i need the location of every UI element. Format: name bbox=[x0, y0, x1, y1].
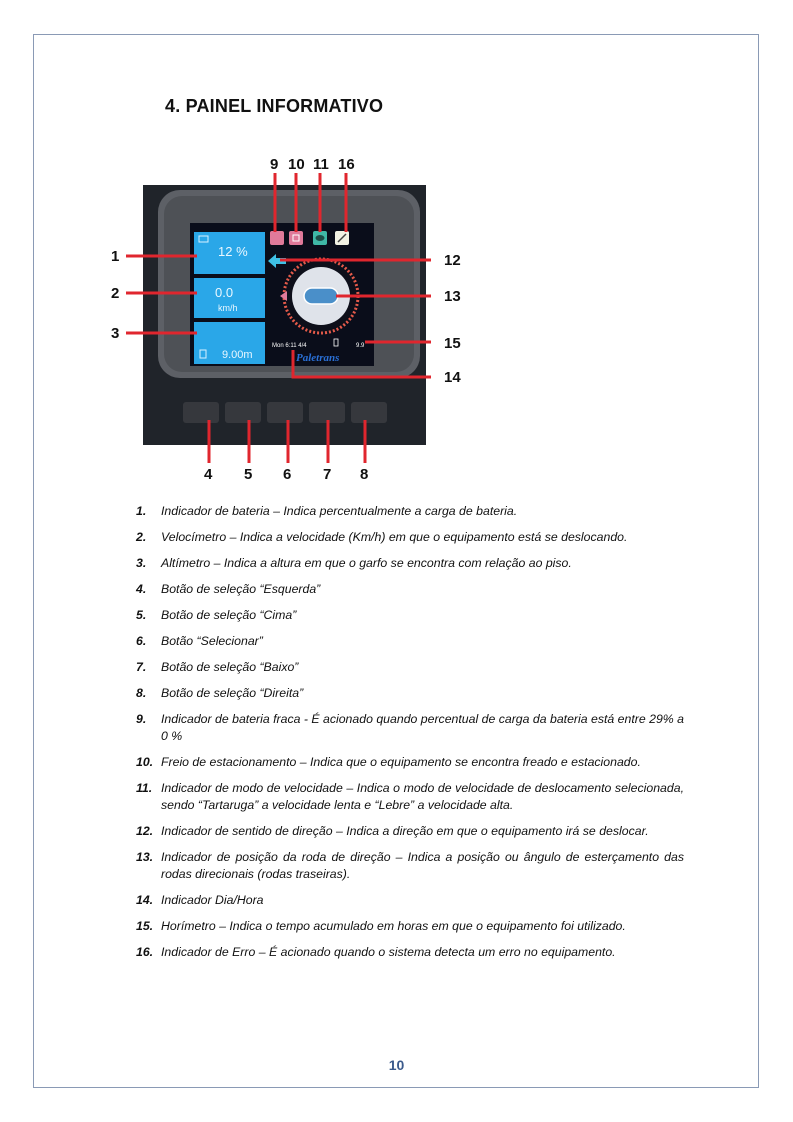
item-number: 8. bbox=[136, 686, 147, 700]
callout-number-7: 7 bbox=[323, 466, 332, 483]
item-number: 9. bbox=[136, 712, 147, 726]
item-number: 16. bbox=[136, 945, 154, 959]
item-number: 7. bbox=[136, 660, 147, 674]
up-button[interactable] bbox=[225, 402, 261, 423]
callout-number-9: 9 bbox=[270, 156, 279, 173]
callout-number-5: 5 bbox=[244, 466, 253, 483]
list-item bbox=[136, 918, 684, 935]
item-number: 12. bbox=[136, 824, 154, 838]
item-text: Velocímetro – Indica a velocidade (Km/h) em que o equipamento está se deslocando. bbox=[161, 530, 628, 544]
item-number: 2. bbox=[136, 530, 147, 544]
callout-number-12: 12 bbox=[444, 252, 461, 269]
item-number: 11. bbox=[136, 781, 153, 795]
item-text: Botão de seleção “Cima” bbox=[161, 608, 297, 622]
callout-number-16: 16 bbox=[338, 156, 355, 173]
item-text: Botão de seleção “Esquerda” bbox=[161, 582, 321, 596]
list-item bbox=[136, 780, 684, 814]
turtle-shape bbox=[316, 235, 325, 241]
callout-number-13: 13 bbox=[444, 288, 461, 305]
speed-unit: km/h bbox=[218, 303, 238, 313]
callout-number-11: 11 bbox=[313, 156, 329, 173]
callout-number-1: 1 bbox=[111, 248, 120, 265]
item-text: Indicador de modo de velocidade – Indica o modo de velocidade de deslocamento selecionada, sendo “Tartaruga” a velocidade lenta e “Lebre” a velocidade alta. bbox=[161, 781, 684, 812]
brand-logo: Paletrans bbox=[296, 352, 340, 364]
item-text: Indicador Dia/Hora bbox=[161, 893, 264, 907]
list-item bbox=[136, 711, 684, 745]
battery-value: 12 % bbox=[218, 244, 248, 259]
list-item bbox=[136, 633, 684, 650]
select-button[interactable] bbox=[267, 402, 303, 423]
list-item bbox=[136, 944, 684, 961]
list-item bbox=[136, 529, 684, 546]
item-text: Horímetro – Indica o tempo acumulado em horas em que o equipamento foi utilizado. bbox=[161, 919, 626, 933]
item-number: 1. bbox=[136, 504, 147, 518]
callout-number-3: 3 bbox=[111, 325, 120, 342]
list-item bbox=[136, 659, 684, 676]
item-number: 6. bbox=[136, 634, 147, 648]
item-text: Botão de seleção “Direita” bbox=[161, 686, 304, 700]
item-number: 3. bbox=[136, 556, 147, 570]
list-item bbox=[136, 849, 684, 883]
speed-value: 0.0 bbox=[215, 285, 234, 300]
down-button[interactable] bbox=[309, 402, 345, 423]
list-item bbox=[136, 607, 684, 624]
description-list bbox=[136, 503, 684, 961]
callout-number-15: 15 bbox=[444, 335, 461, 352]
item-number: 10. bbox=[136, 755, 154, 769]
callout-number-8: 8 bbox=[360, 466, 369, 483]
item-text: Indicador de sentido de direção – Indica a direção em que o equipamento irá se deslocar. bbox=[161, 824, 649, 838]
wheel-position-indicator bbox=[304, 288, 338, 304]
item-text: Freio de estacionamento – Indica que o equipamento se encontra freado e estacionado. bbox=[161, 755, 641, 769]
left-button[interactable] bbox=[183, 402, 219, 423]
info-panel-figure bbox=[100, 150, 500, 490]
item-text: Indicador de posição da roda de direção – Indica a posição ou ângulo de esterçamento das rodas direcionais (rodas traseiras). bbox=[161, 850, 684, 881]
list-item bbox=[136, 503, 684, 520]
callout-number-4: 4 bbox=[204, 466, 213, 483]
section-heading: 4. PAINEL INFORMATIVO bbox=[165, 96, 384, 116]
list-item bbox=[136, 892, 684, 909]
item-text: Botão “Selecionar” bbox=[161, 634, 263, 648]
callout-number-2: 2 bbox=[111, 285, 120, 302]
height-value: 9.00m bbox=[222, 349, 253, 361]
item-number: 15. bbox=[136, 919, 154, 933]
list-item bbox=[136, 754, 684, 771]
right-button[interactable] bbox=[351, 402, 387, 423]
page-number: 10 bbox=[388, 1057, 405, 1073]
callout-number-6: 6 bbox=[283, 466, 292, 483]
item-text: Botão de seleção “Baixo” bbox=[161, 660, 299, 674]
callout-number-10: 10 bbox=[288, 156, 305, 173]
item-number: 13. bbox=[136, 850, 154, 864]
item-text: Indicador de bateria – Indica percentualmente a carga de bateria. bbox=[161, 504, 518, 518]
hourmeter-readout: 9.9 bbox=[356, 343, 365, 349]
datetime-readout: Mon 6:11 4/4 bbox=[272, 343, 307, 349]
item-text: Altímetro – Indica a altura em que o garfo se encontra com relação ao piso. bbox=[161, 556, 572, 570]
item-text: Indicador de Erro – É acionado quando o sistema detecta um erro no equipamento. bbox=[161, 945, 616, 959]
list-item bbox=[136, 823, 684, 840]
item-text: Indicador de bateria fraca - É acionado quando percentual de carga da bateria está entre 29% a 0 % bbox=[161, 712, 684, 743]
list-item bbox=[136, 555, 684, 572]
list-item bbox=[136, 685, 684, 702]
low-battery-icon bbox=[270, 231, 284, 245]
list-item bbox=[136, 581, 684, 598]
callout-number-14: 14 bbox=[444, 369, 461, 386]
item-number: 4. bbox=[136, 582, 147, 596]
parking-brake-icon bbox=[289, 231, 303, 245]
item-number: 14. bbox=[136, 893, 154, 907]
item-number: 5. bbox=[136, 608, 147, 622]
